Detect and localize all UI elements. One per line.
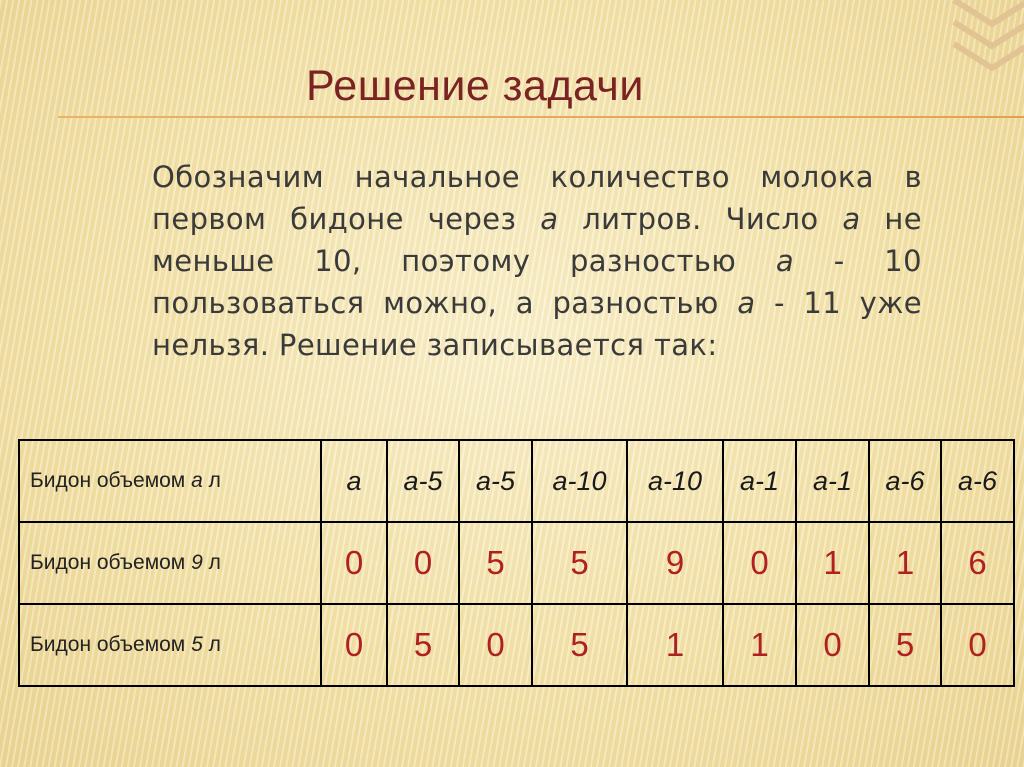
table-cell: а <box>321 440 387 522</box>
variable: а <box>842 202 861 236</box>
table-cell: 5 <box>532 604 627 686</box>
table-cell: а-1 <box>796 440 869 522</box>
table-cell: 1 <box>869 522 941 604</box>
table-cell: 5 <box>459 522 532 604</box>
text-part: - 10 пользоваться можно, а разностью <box>152 244 922 320</box>
table-cell: 5 <box>532 522 627 604</box>
table-cell: а-10 <box>532 440 627 522</box>
page-title: Решение задачи <box>306 62 644 110</box>
table-cell: 0 <box>321 522 387 604</box>
table-cell: 0 <box>459 604 532 686</box>
table-cell: а-6 <box>869 440 941 522</box>
variable: а <box>540 202 559 236</box>
table-cell: 5 <box>869 604 941 686</box>
solution-table <box>18 439 1015 687</box>
row-label: Бидон объемом 5 л <box>19 604 321 686</box>
text-part: не меньше 10, поэтому разностью <box>152 202 922 278</box>
table-cell: 9 <box>627 522 723 604</box>
variable: а <box>737 286 756 320</box>
variable: а <box>775 244 795 278</box>
table-cell: 5 <box>387 604 459 686</box>
table-row <box>19 440 1014 522</box>
table-cell: 1 <box>627 604 723 686</box>
row-label: Бидон объемом а л <box>19 440 321 522</box>
title-divider <box>58 116 1024 118</box>
problem-text <box>152 156 922 366</box>
table-cell: а-5 <box>387 440 459 522</box>
chevron-decoration-icon <box>934 0 1024 140</box>
text-part: Обозначим начальное количество молока в первом бидоне через <box>152 160 922 236</box>
table-row <box>19 522 1014 604</box>
text-part: - 11 уже нельзя. Решение записывается так: <box>152 286 923 362</box>
row-label: Бидон объемом 9 л <box>19 522 321 604</box>
table-cell: а-6 <box>941 440 1014 522</box>
table-cell: а-1 <box>723 440 796 522</box>
table-cell: 0 <box>387 522 459 604</box>
table-cell: 1 <box>796 522 869 604</box>
table-cell: 0 <box>321 604 387 686</box>
table-cell: 6 <box>941 522 1014 604</box>
text-part: литров. Число <box>558 202 843 236</box>
table-cell: а-5 <box>459 440 532 522</box>
table-row <box>19 604 1014 686</box>
table-cell: 0 <box>941 604 1014 686</box>
table-cell: 0 <box>723 522 796 604</box>
table-cell: а-10 <box>627 440 723 522</box>
table-cell: 1 <box>723 604 796 686</box>
table-cell: 0 <box>796 604 869 686</box>
